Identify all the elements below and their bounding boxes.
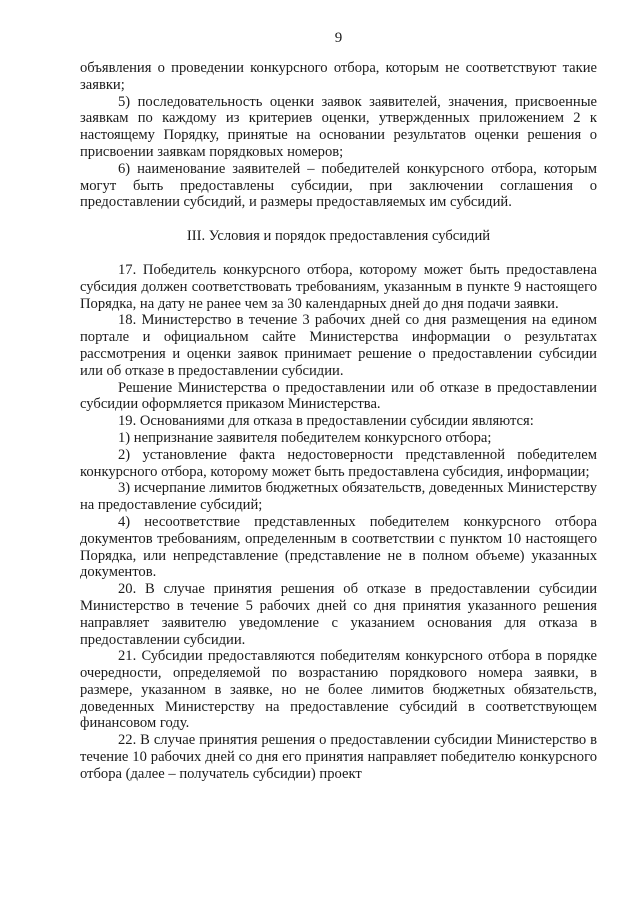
section-heading: III. Условия и порядок предоставления субсидий [186, 228, 491, 245]
clause-18-decision: Решение Министерства о предоставлении или об отказе в предоставлении субсидии оформляется приказом Министерства. [80, 379, 597, 413]
list-item-6: 6) наименование заявителей – победителей конкурсного отбора, которым могут быть предоставлены субсидии, при заключении соглашения о предоставлении субсидий, и размеры предоставляемых им субсидий. [80, 160, 597, 211]
clause-19: 19. Основаниями для отказа в предоставлении субсидии являются: [118, 413, 534, 430]
clause-19-item-3: 3) исчерпание лимитов бюджетных обязательств, доведенных Министерству на предоставление субсидий; [80, 480, 597, 514]
clause-17: 17. Победитель конкурсного отбора, которому может быть предоставлена субсидия должен соответствовать требованиям, указанным в пункте 9 настоящего Порядка, на дату не ранее чем за 30 календарных дней до дня подачи заявки. [80, 261, 597, 312]
clause-19-item-1: 1) непризнание заявителя победителем конкурсного отбора; [118, 429, 492, 446]
list-item-5: 5) последовательность оценки заявок заявителей, значения, присвоенные заявкам по каждому из критериев оценки, утвержденных приложением 2 к настоящему Порядку, принятые на основании результатов оценки решения о присвоении заявкам порядковых номеров; [80, 93, 597, 160]
paragraph-continuation: объявления о проведении конкурсного отбора, которым не соответствуют такие заявки; [80, 60, 597, 93]
clause-18: 18. Министерство в течение 3 рабочих дней со дня размещения на едином портале и официальном сайте Министерства информации о результатах рассмотрения и оценки заявок принимает решение о предоставлении субсидии или об отказе в предоставлении субсидии. [80, 312, 597, 379]
clause-19-item-4: 4) несоответствие представленных победителем конкурсного отбора документов требованиям, определенным в соответствии с пунктом 10 настоящего Порядка, или непредставление (представление не в полном объеме) указанных документов. [80, 513, 597, 581]
clause-19-item-2: 2) установление факта недостоверности представленной победителем конкурсного отбора, которому может быть предоставлена субсидия, информации; [80, 446, 597, 480]
clause-20: 20. В случае принятия решения об отказе в предоставлении субсидии Министерство в течение 5 рабочих дней со дня принятия указанного решения направляет заявителю уведомление с указанием основания для отказа в предоставлении субсидии. [80, 581, 597, 648]
document-body [80, 60, 597, 783]
page-number: 9 [334, 30, 343, 46]
clause-22: 22. В случае принятия решения о предоставлении субсидии Министерство в течение 10 рабочих дней со дня его принятия направляет победителю конкурсного отбора (далее – получатель субсидии) проект [80, 732, 597, 782]
clause-21: 21. Субсидии предоставляются победителям конкурсного отбора в порядке очередности, определяемой по возрастанию порядкового номера заявки, в размере, указанном в заявке, но не более лимитов бюджетных обязательств, доведенных Министерству на предоставление субсидий в соответствующем финансовом году. [80, 648, 597, 732]
